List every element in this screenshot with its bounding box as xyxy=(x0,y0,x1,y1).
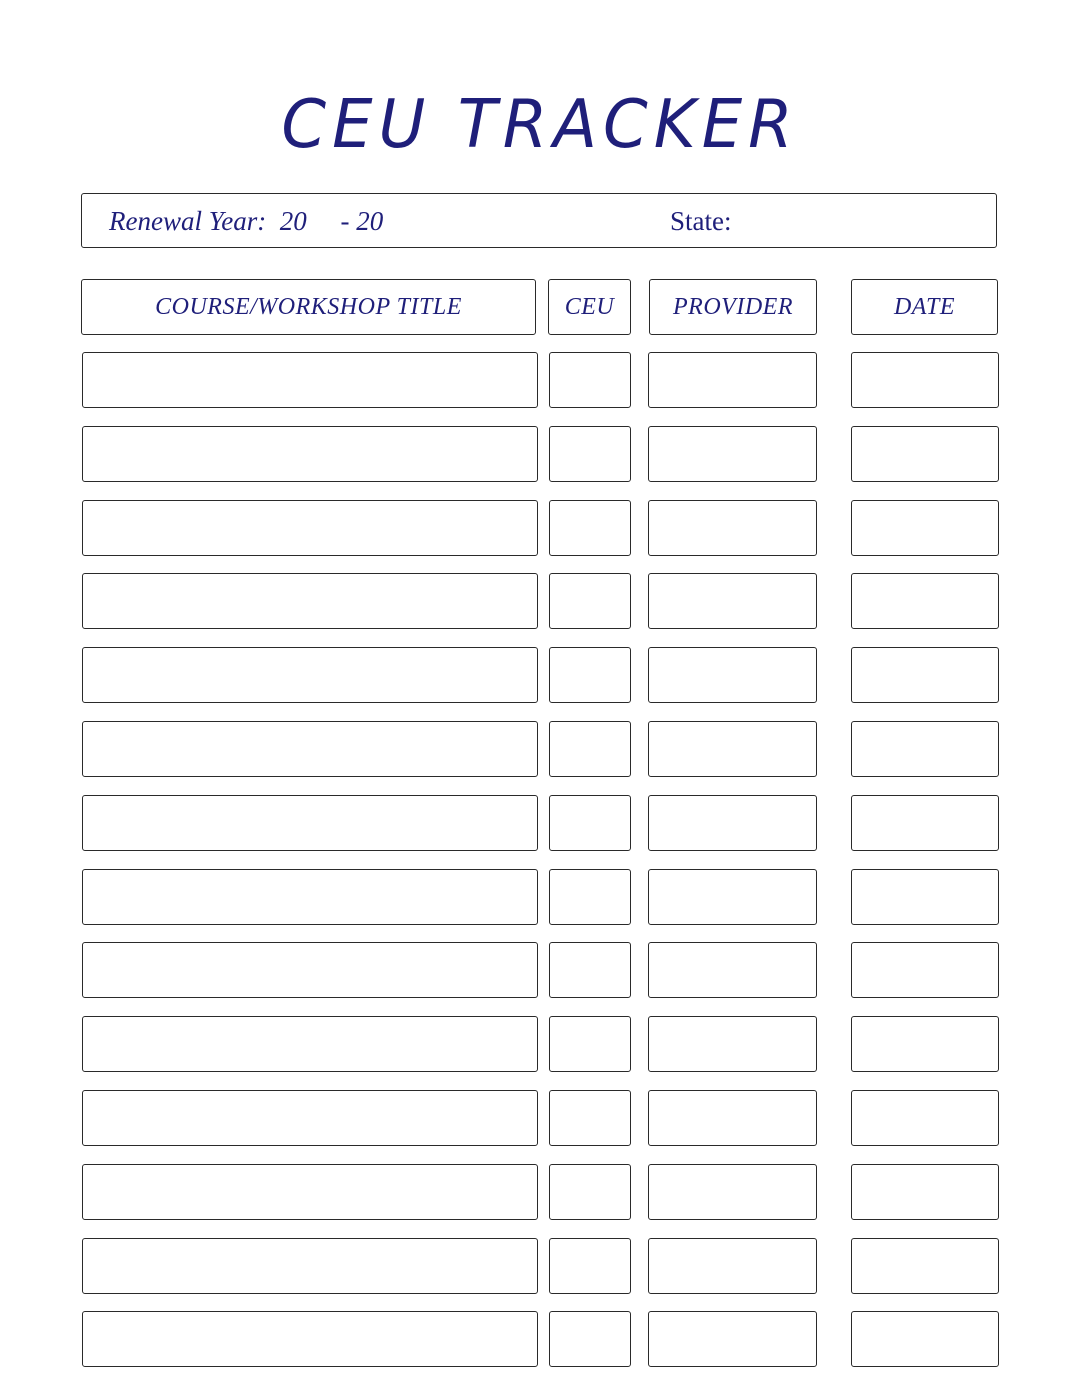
ceu-cell[interactable] xyxy=(549,795,631,851)
ceu-cell[interactable] xyxy=(549,352,631,408)
provider-cell[interactable] xyxy=(648,721,817,777)
ceu-cell[interactable] xyxy=(549,1238,631,1294)
date-cell[interactable] xyxy=(851,942,999,998)
provider-cell[interactable] xyxy=(648,426,817,482)
provider-cell[interactable] xyxy=(648,869,817,925)
date-cell[interactable] xyxy=(851,721,999,777)
column-header-title: COURSE/WORKSHOP TITLE xyxy=(81,279,536,335)
title-cell[interactable] xyxy=(82,1164,538,1220)
provider-cell[interactable] xyxy=(648,1238,817,1294)
provider-cell[interactable] xyxy=(648,647,817,703)
year-end[interactable]: - 20 xyxy=(340,206,384,236)
page-title: CEU TRACKER xyxy=(281,86,799,164)
title-cell[interactable] xyxy=(82,1311,538,1367)
date-cell[interactable] xyxy=(851,869,999,925)
title-cell[interactable] xyxy=(82,647,538,703)
provider-cell[interactable] xyxy=(648,1164,817,1220)
provider-cell[interactable] xyxy=(648,1090,817,1146)
ceu-cell[interactable] xyxy=(549,573,631,629)
column-header-provider: PROVIDER xyxy=(649,279,817,335)
title-cell[interactable] xyxy=(82,942,538,998)
provider-cell[interactable] xyxy=(648,1016,817,1072)
year-start[interactable]: 20 xyxy=(279,206,307,236)
date-cell[interactable] xyxy=(851,352,999,408)
column-header-date: DATE xyxy=(851,279,998,335)
date-cell[interactable] xyxy=(851,795,999,851)
title-cell[interactable] xyxy=(82,721,538,777)
ceu-cell[interactable] xyxy=(549,1311,631,1367)
provider-cell[interactable] xyxy=(648,1311,817,1367)
ceu-cell[interactable] xyxy=(549,1090,631,1146)
date-cell[interactable] xyxy=(851,573,999,629)
renewal-info-box xyxy=(81,193,997,248)
provider-cell[interactable] xyxy=(648,942,817,998)
date-cell[interactable] xyxy=(851,1238,999,1294)
ceu-cell[interactable] xyxy=(549,1164,631,1220)
date-cell[interactable] xyxy=(851,1090,999,1146)
date-cell[interactable] xyxy=(851,1016,999,1072)
date-cell[interactable] xyxy=(851,1164,999,1220)
date-cell[interactable] xyxy=(851,426,999,482)
title-cell[interactable] xyxy=(82,1016,538,1072)
title-cell[interactable] xyxy=(82,1238,538,1294)
title-cell[interactable] xyxy=(82,1090,538,1146)
state-label: State: xyxy=(670,206,732,236)
ceu-cell[interactable] xyxy=(549,942,631,998)
title-cell[interactable] xyxy=(82,426,538,482)
title-cell[interactable] xyxy=(82,352,538,408)
renewal-year-label: Renewal Year: 20 - 20 xyxy=(109,206,384,236)
ceu-cell[interactable] xyxy=(549,500,631,556)
ceu-cell[interactable] xyxy=(549,647,631,703)
date-cell[interactable] xyxy=(851,1311,999,1367)
title-cell[interactable] xyxy=(82,795,538,851)
ceu-cell[interactable] xyxy=(549,869,631,925)
provider-cell[interactable] xyxy=(648,573,817,629)
column-header-ceu: CEU xyxy=(548,279,631,335)
date-cell[interactable] xyxy=(851,647,999,703)
provider-cell[interactable] xyxy=(648,500,817,556)
title-cell[interactable] xyxy=(82,573,538,629)
title-cell[interactable] xyxy=(82,869,538,925)
provider-cell[interactable] xyxy=(648,795,817,851)
title-cell[interactable] xyxy=(82,500,538,556)
ceu-cell[interactable] xyxy=(549,426,631,482)
ceu-cell[interactable] xyxy=(549,721,631,777)
ceu-cell[interactable] xyxy=(549,1016,631,1072)
date-cell[interactable] xyxy=(851,500,999,556)
provider-cell[interactable] xyxy=(648,352,817,408)
